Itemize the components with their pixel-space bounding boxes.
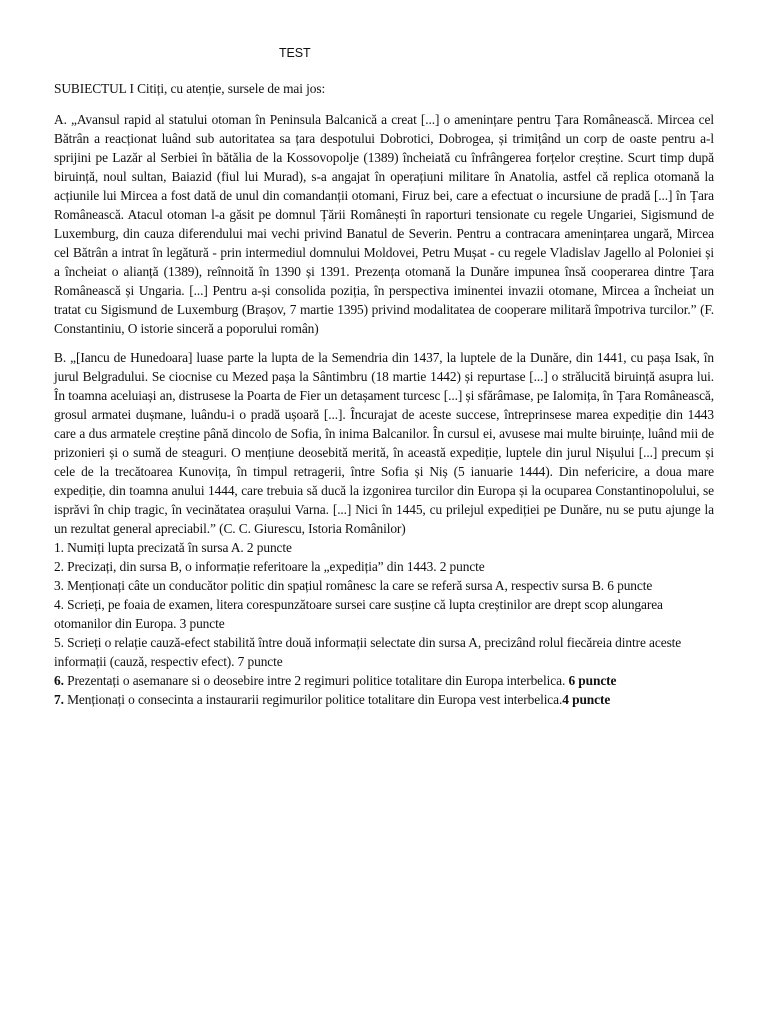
question-2: 2. Precizați, din sursa B, o informație referitoare la „expediția” din 1443. 2 puncte bbox=[54, 559, 485, 574]
question-6-points: 6 puncte bbox=[568, 673, 617, 688]
question-7-text: Menționați o consecinta a instaurarii regimurilor politice totalitare din Europa vest interbelica. bbox=[63, 692, 563, 707]
source-b-paragraph: B. „[Iancu de Hunedoara] luase parte la lupta de la Semendria din 1437, la luptele de la Dunăre, din 1441, cu pașa Isak, în jurul Belgradului. Se ciocnise cu Mezed pașa la Sântimbru (18 martie 1442) și repurtase [...] o strălucită biruință asupra lui. În toamna aceluiași an, distrusese la Poarta de Fier un detașament turcesc [...] și sfărâmase, pe Ialomița, în Țara Românească, grosul armatei dușmane, luându-i o pradă ușoară [...]. Încurajat de aceste succese, întreprinsese marea expediție din 1443 care a dus armatele creștine până dincolo de Sofia, în inima Balcanilor. În cursul ei, avusese mai multe biruințe, luând mii de prizonieri și o sumă de steaguri. O mențiune deosebită merită, în această expediție, luptele din jurul Nișului [...] precum și cele de la trecătoarea Kunovița, în timpul retragerii, între Sofia și Niș (5 ianuarie 1444). Din nefericire, a doua mare expediție, din toamna anului 1444, care trebuia să ducă la izgonirea turcilor din Europa și la ocuparea Constantinopolului, se isprăvi în chip tragic, în vecinătatea orașului Varna. [...] Nici în 1445, cu prilejul expediției pe Dunăre, nu se putu ajunge la un rezultat general apreciabil.” (C. C. Giurescu, Istoria Românilor) bbox=[54, 350, 714, 536]
question-1: 1. Numiți lupta precizată în sursa A. 2 puncte bbox=[54, 540, 292, 555]
exam-document bbox=[54, 44, 714, 709]
question-7-points: 4 puncte bbox=[562, 692, 611, 707]
source-a-paragraph: A. „Avansul rapid al statului otoman în Peninsula Balcanică a creat [...] o amenințare pentru Țara Românească. Mircea cel Bătrân a reacționat luând sub autoritatea sa țara despotului Dobrotici, Dobrogea, și trimițând un corp de oaste pentru a-l sprijini pe Lazăr al Serbiei în bătălia de la Kossovopolje (1389) încheiată cu înfrângerea forțelor creștine. Scurt timp după biruință, noul sultan, Baiazid (fiul lui Murad), s-a angajat în operațiuni militare în Anatolia, astfel că replica otomană la acțiunile lui Mircea a fost dată de unul din comandanții otomani, Firuz bei, care a efectuat o incursiune de pradă [...] în Țara Românească. Atacul otoman l-a găsit pe domnul Țării Românești în raporturi tensionate cu regele Ungariei, Sigismund de Luxemburg, din cauza diferendului mai vechi privind Banatul de Severin. Pentru a contracara amenințarea ungară, Mircea cel Bătrân a intrat în legătură - prin intermediul domnului Moldovei, Petru Mușat - cu regele Vladislav Jagello al Poloniei și a încheiat o alianță (1389), reînnoită în 1390 și 1391. Prezența otomană la Dunăre impunea însă cooperarea dintre Țara Românească și Ungaria. [...] Pentru a-și consolida poziția, în perspectiva iminentei invazii otomane, Mircea a încheiat un tratat cu Sigismund de Luxemburg (Brașov, 7 martie 1395) privind modalitatea de cooperare militară împotriva turcilor.” (F. Constantiniu, O istorie sinceră a poporului român) bbox=[54, 112, 714, 336]
test-title: TEST bbox=[279, 46, 311, 60]
question-6-text: Prezentați o asemanare si o deosebire intre 2 regimuri politice totalitare din Europa interbelica. bbox=[63, 673, 569, 688]
question-6-number: 6. bbox=[54, 673, 64, 688]
subject-heading: SUBIECTUL I Citiți, cu atenție, sursele de mai jos: bbox=[54, 81, 326, 96]
questions-list bbox=[54, 538, 714, 709]
question-7-number: 7. bbox=[54, 692, 64, 707]
question-4: 4. Scrieți, pe foaia de examen, litera corespunzătoare sursei care susține că lupta creștinilor are drept scop alungarea otomanilor din Europa. 3 puncte bbox=[54, 597, 663, 631]
question-3: 3. Menționați câte un conducător politic din spațiul românesc la care se referă sursa A, respectiv sursa B. 6 puncte bbox=[54, 578, 653, 593]
question-7 bbox=[54, 690, 714, 709]
question-5: 5. Scrieți o relație cauză-efect stabilită între două informații selectate din sursa A, precizând rolul fiecăreia dintre aceste informații (cauză, respectiv efect). 7 puncte bbox=[54, 635, 682, 669]
question-6 bbox=[54, 671, 714, 690]
